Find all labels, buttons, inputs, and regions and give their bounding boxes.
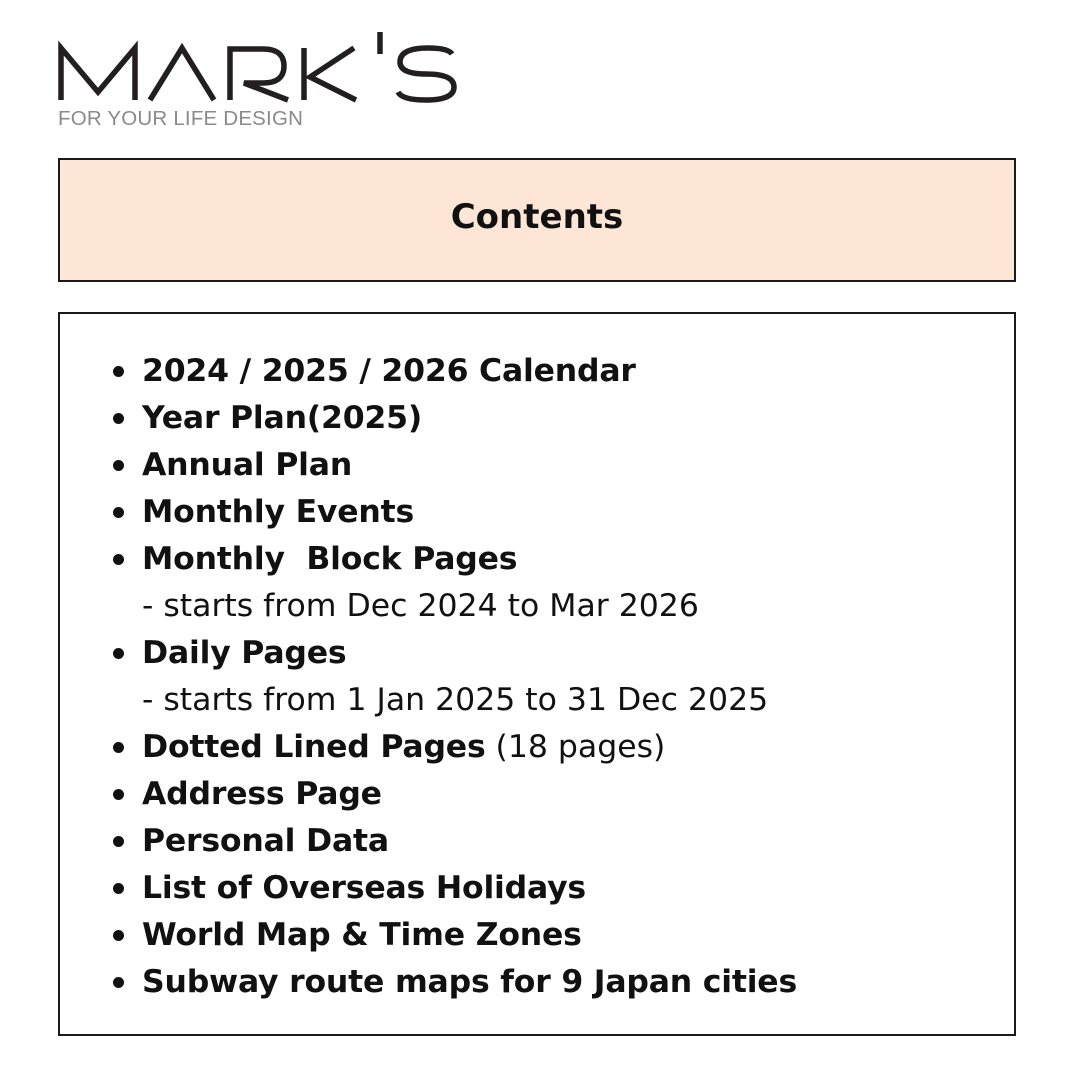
list-item-subtext: - starts from 1 Jan 2025 to 31 Dec 2025 xyxy=(142,682,769,718)
bullet-icon xyxy=(113,460,124,471)
list-item xyxy=(110,724,1000,771)
list-item-line xyxy=(142,348,1000,395)
bullet-icon xyxy=(113,413,124,424)
bullet-icon xyxy=(113,977,124,988)
list-item-line xyxy=(142,489,1000,536)
list-item xyxy=(110,771,1000,818)
list-item-line xyxy=(142,959,1000,1006)
list-item xyxy=(110,395,1000,442)
list-item-title: Monthly Events xyxy=(142,494,415,530)
brand-logo xyxy=(58,30,478,135)
list-item-line xyxy=(142,395,1000,442)
list-item-line xyxy=(142,630,1000,677)
contents-list-box xyxy=(58,312,1016,1036)
list-item-line xyxy=(142,912,1000,959)
marks-logo-wordmark xyxy=(58,30,458,102)
list-item-title: List of Overseas Holidays xyxy=(142,870,586,906)
brand-tagline: FOR YOUR LIFE DESIGN xyxy=(58,107,304,130)
list-item-title: Daily Pages xyxy=(142,635,347,671)
list-item-title: Annual Plan xyxy=(142,447,353,483)
list-item xyxy=(110,442,1000,489)
list-item xyxy=(110,865,1000,912)
list-item-title: World Map & Time Zones xyxy=(142,917,582,953)
list-item-title: Subway route maps for 9 Japan cities xyxy=(142,964,798,1000)
bullet-icon xyxy=(113,507,124,518)
list-item-title: Monthly Block Pages xyxy=(142,541,518,577)
list-item-title: Personal Data xyxy=(142,823,389,859)
bullet-icon xyxy=(113,836,124,847)
list-item-line xyxy=(142,536,1000,583)
bullet-icon xyxy=(113,930,124,941)
list-item-line xyxy=(142,865,1000,912)
contents-list xyxy=(110,348,1000,1006)
list-item-title: Dotted Lined Pages xyxy=(142,729,486,765)
list-item-detail: (18 pages) xyxy=(485,729,666,765)
list-item xyxy=(110,912,1000,959)
list-item-title: Year Plan(2025) xyxy=(142,400,423,436)
bullet-icon xyxy=(113,742,124,753)
list-item xyxy=(110,630,1000,724)
list-item-title: Address Page xyxy=(142,776,382,812)
list-item xyxy=(110,818,1000,865)
list-item xyxy=(110,348,1000,395)
list-item-line xyxy=(142,818,1000,865)
list-item-line xyxy=(142,724,1000,771)
list-item xyxy=(110,536,1000,630)
list-item-line xyxy=(142,442,1000,489)
list-item-title: 2024 / 2025 / 2026 Calendar xyxy=(142,353,636,389)
bullet-icon xyxy=(113,554,124,565)
bullet-icon xyxy=(113,366,124,377)
page-title: Contents xyxy=(450,197,624,237)
list-item-line xyxy=(142,771,1000,818)
list-item-subtext: - starts from Dec 2024 to Mar 2026 xyxy=(142,588,699,624)
list-item xyxy=(110,959,1000,1006)
contents-header xyxy=(58,158,1016,282)
list-item xyxy=(110,489,1000,536)
bullet-icon xyxy=(113,789,124,800)
bullet-icon xyxy=(113,883,124,894)
bullet-icon xyxy=(113,648,124,659)
